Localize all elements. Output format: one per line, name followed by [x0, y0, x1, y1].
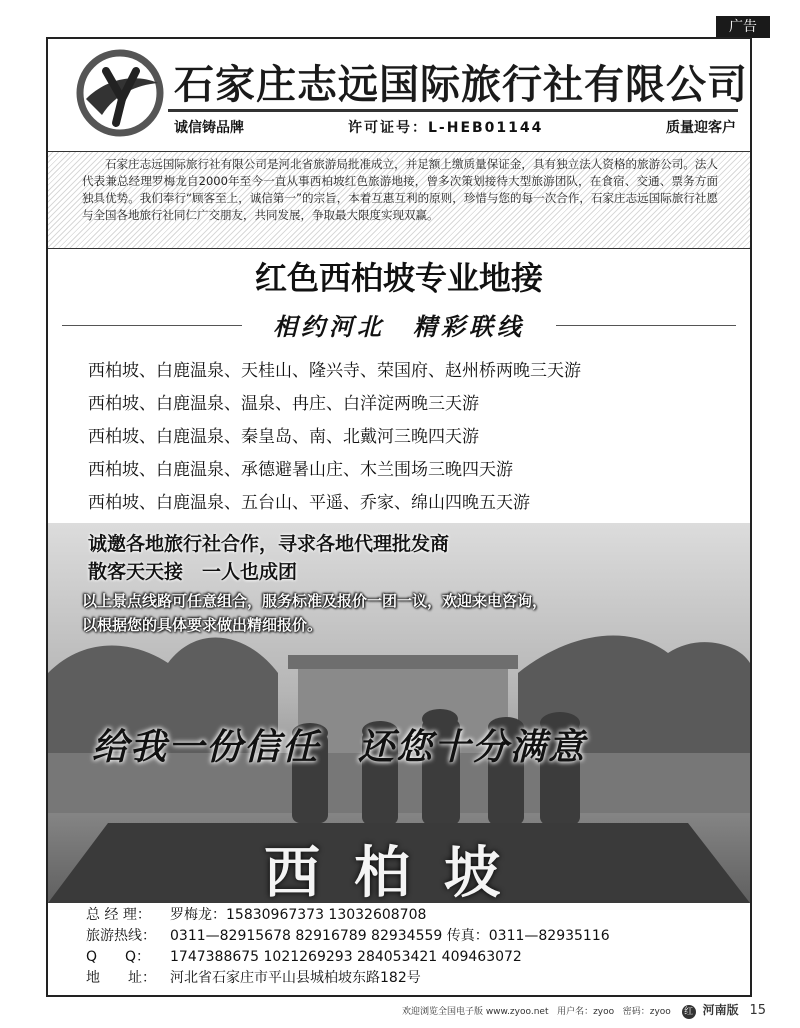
header-rule — [168, 109, 738, 112]
contact-value: 河北省石家庄市平山县城柏坡东路182号 — [170, 970, 421, 986]
contact-label: 总 经 理： — [86, 907, 151, 923]
ad-frame — [46, 37, 752, 997]
motto-left: 诚信铸品牌 — [174, 120, 244, 136]
edition-label: 河南版 — [702, 1003, 739, 1017]
page-number: 15 — [749, 1003, 766, 1018]
route-item: 西柏坡、白鹿温泉、承德避暑山庄、木兰围场三晚四天游 — [88, 460, 513, 480]
contact-value: 0311—82915678 82916789 82934559 传真：0311—82935116 — [170, 928, 610, 944]
browse-note: 欢迎浏览全国电子版 www.zyoo.net — [401, 1007, 549, 1017]
contact-label: 地 址： — [86, 970, 156, 986]
route-item: 西柏坡、白鹿温泉、秦皇岛、南、北戴河三晚四天游 — [88, 427, 479, 447]
motto-right: 质量迎客户 — [666, 120, 736, 136]
password-note: 密码：zyoo — [622, 1007, 671, 1017]
contact-row-manager — [86, 905, 746, 926]
ad-tag: 广告 — [716, 16, 770, 38]
page-footer — [206, 999, 766, 1021]
contact-row-address — [86, 968, 746, 989]
username-note: 用户名：zyoo — [557, 1007, 615, 1017]
trust-slogan: 给我一份信任 还您十分满意 — [92, 726, 587, 768]
headline: 红色西柏坡专业地接 — [254, 259, 543, 297]
license-number: 许可证号：L-HEB01144 — [348, 120, 544, 136]
contact-value: 罗梅龙：15830967373 13032608708 — [170, 907, 427, 923]
contact-info — [86, 905, 746, 989]
route-item: 西柏坡、白鹿温泉、天桂山、隆兴寺、荣国府、赵州桥两晚三天游 — [88, 361, 581, 381]
company-name: 石家庄志远国际旅行社有限公司 — [174, 62, 748, 108]
xibaipo-photo — [48, 523, 750, 903]
cooperation-invite: 诚邀各地旅行社合作，寻求各地代理批发商 — [88, 533, 450, 555]
company-logo-icon — [76, 49, 164, 137]
quote-line: 以上景点线路可任意组合，服务标准及报价一团一议，欢迎来电咨询， — [82, 592, 548, 610]
route-item: 西柏坡、白鹿温泉、五台山、平遥、乔家、绵山四晚五天游 — [88, 493, 530, 513]
intro-box — [48, 151, 750, 249]
edition-seal-icon: 红 — [682, 1005, 696, 1019]
quote-band — [82, 589, 722, 637]
company-header — [48, 39, 750, 151]
contact-row-qq — [86, 947, 746, 968]
quote-line: 以根据您的具体要求做出精细报价。 — [82, 616, 323, 634]
contact-value: 1747388675 1021269293 284053421 409463072 — [170, 949, 522, 965]
contact-row-hotline — [86, 926, 746, 947]
contact-label: Q Q： — [86, 949, 151, 965]
company-intro: 石家庄志远国际旅行社有限公司是河北省旅游局批准成立，并足额上缴质量保证金，具有独立法人资格的旅游公司。法人代表兼总经理罗梅龙自2000年至今一直从事西柏坡红色旅游地接，曾多次策划接待大型旅游团队，在食宿、交通、票务方面独具优势。我们奉行“顾客至上，诚信第一”的宗旨，本着互惠互利的原则，珍惜与您的每一次合作，石家庄志远国际旅行社愿与全国各地旅行社同仁广交朋友，共同发展，争取最大限度实现双赢。 — [82, 157, 718, 222]
slogan: 相约河北 精彩联线 — [273, 312, 525, 341]
route-list — [88, 355, 728, 520]
route-item: 西柏坡、白鹿温泉、温泉、冉庄、白洋淀两晚三天游 — [88, 394, 479, 414]
contact-label: 旅游热线： — [86, 928, 156, 944]
flowerbed-text: 西柏坡 — [264, 840, 534, 903]
retail-slogan: 散客天天接 一人也成团 — [88, 561, 298, 583]
